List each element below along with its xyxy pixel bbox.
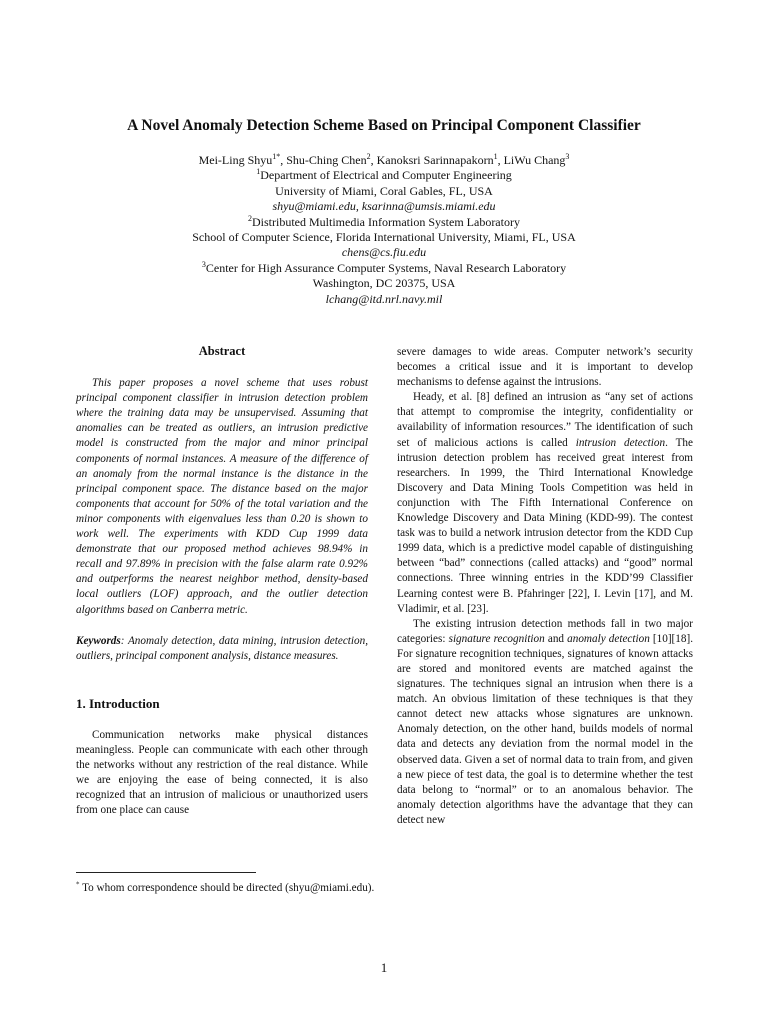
author-name: Mei-Ling Shyu: [198, 153, 273, 167]
footnote-mark: *: [76, 880, 80, 889]
author-name: LiWu Chang: [503, 153, 566, 167]
emphasis-term: signature recognition: [448, 632, 545, 645]
emphasis-term: anomaly detection: [567, 632, 650, 645]
paper-title: A Novel Anomaly Detection Scheme Based on Principal Component Classifier: [127, 117, 641, 134]
keywords-text: : Anomaly detection, data mining, intrusion detection, outliers, principal component analysis, distance measures.: [76, 634, 368, 662]
intro-paragraph: Communication networks make physical distances meaningless. People can communicate with each other through the networks without any restriction of the real distance. While we are enjoying the ease of being connected, it is also recognized that an intrusion of malicious or unauthorized users from one place can cause: [76, 728, 368, 817]
author-name: Shu-Ching Chen: [286, 153, 367, 167]
abstract-heading: Abstract: [198, 344, 246, 358]
body-paragraph: The existing intrusion detection methods fall in two major categories: signature recognition and anomaly detection [10][18]. For signature recognition techniques, signatures of known attacks are stored and monitored events are matched against the signatures. The techniques signal an intrusion when there is a match. An obvious limitation of these techniques is that they cannot detect new attacks whose signatures are unknown. Anomaly detection, on the other hand, builds models of normal data and detects any deviation from the normal model in the observed data. Given a set of normal data to train from, and given a new piece of test data, the goal is to determine whether the test data belong to “normal” or to an anomalous behavior. The anomaly detection algorithms have the advantage that they can detect new: [397, 617, 693, 826]
affiliation-dept: $^2$Distributed Multimedia Information System Laboratory: [248, 213, 520, 229]
affiliation-dept: $^1$Department of Electrical and Computer Engineering: [256, 167, 512, 183]
affiliation-institution: University of Miami, Coral Gables, FL, USA: [275, 183, 493, 198]
affiliation-email: chens@cs.fiu.edu: [341, 245, 427, 260]
author-block: [0, 153, 768, 307]
right-column: [397, 345, 693, 828]
affiliation-mark: 2: [366, 152, 371, 161]
author-list: Mei-Ling Shyu$^{1*}$, Shu-Ching Chen$^2$, Kanoksri Sarinnapakorn$^1$, LiWu Chang$^3$: [198, 152, 570, 167]
author-name: Kanoksri Sarinnapakorn: [376, 153, 494, 167]
body-paragraph: severe damages to wide areas. Computer network’s security becomes a critical issue and it is important to develop mechanisms to defense against the intrusions.: [397, 346, 693, 389]
footnote-text: To whom correspondence should be directed (shyu@miami.edu).: [79, 882, 375, 894]
section-heading-introduction: 1. Introduction: [76, 695, 160, 711]
keywords: [76, 634, 368, 664]
affiliation-mark: 1*: [272, 152, 281, 161]
affiliation-institution: School of Computer Science, Florida International University, Miami, FL, USA: [192, 230, 576, 245]
body-paragraph: Heady, et al. [8] defined an intrusion as “any set of actions that attempt to compromise the integrity, confidentiality or availability of information resources.” The identification of such set of malicious actions is called intrusion detection. The intrusion detection problem has received great interest from researchers. In 1999, the Third International Knowledge Discovery and Data Mining Tools Competition was held in conjunction with The Fifth International Conference on Knowledge Discovery and Data Mining (KDD-99). The contest task was to build a network intrusion detector from the KDD Cup 1999 data, which is a predictive model capable of distinguishing between “bad” connections (called attacks) and “good” normal connections. Three winning entries in the KDD’99 Classifier Learning contest were B. Pfahringer [22], I. Levin [17], and M. Vladimir, et al. [23].: [397, 391, 693, 615]
emphasis-term: intrusion detection: [575, 436, 666, 449]
affiliation-mark: 3: [565, 152, 570, 161]
abstract-text: This paper proposes a novel scheme that uses robust principal component classifier in intrusion detection problem where the training data may be unsupervised. Assuming that anomalies can be treated as outliers, an intrusion predictive model is constructed from the major and minor principal components of normal instances. A measure of the difference of an anomaly from the normal instance is the distance in the principal component space. The distance based on the major components that account for 50% of the total variation and the minor components with eigenvalues less than 0.20 is shown to work well. The experiments with KDD Cup 1999 data demonstrate that our proposed method achieves 98.94% in recall and 97.89% in precision with the false alarm rate 0.92% and outperforms the nearest neighbor method, density-based local outliers (LOF) approach, and the outlier detection algorithms based on Canberra metric.: [76, 377, 368, 616]
affiliation-email: shyu@miami.edu, ksarinna@umsis.miami.edu: [272, 199, 496, 214]
footnote-rule: [76, 872, 256, 873]
footnote: [76, 882, 374, 894]
page-number: 1: [380, 960, 388, 975]
left-column: [76, 344, 368, 818]
keywords-label: Keywords: [76, 634, 121, 647]
affiliation-email: lchang@itd.nrl.navy.mil: [325, 291, 443, 306]
affiliation-dept: $^3$Center for High Assurance Computer Systems, Naval Research Laboratory: [201, 259, 567, 275]
affiliation-mark: 1: [493, 152, 498, 161]
affiliation-institution: Washington, DC 20375, USA: [312, 276, 456, 291]
